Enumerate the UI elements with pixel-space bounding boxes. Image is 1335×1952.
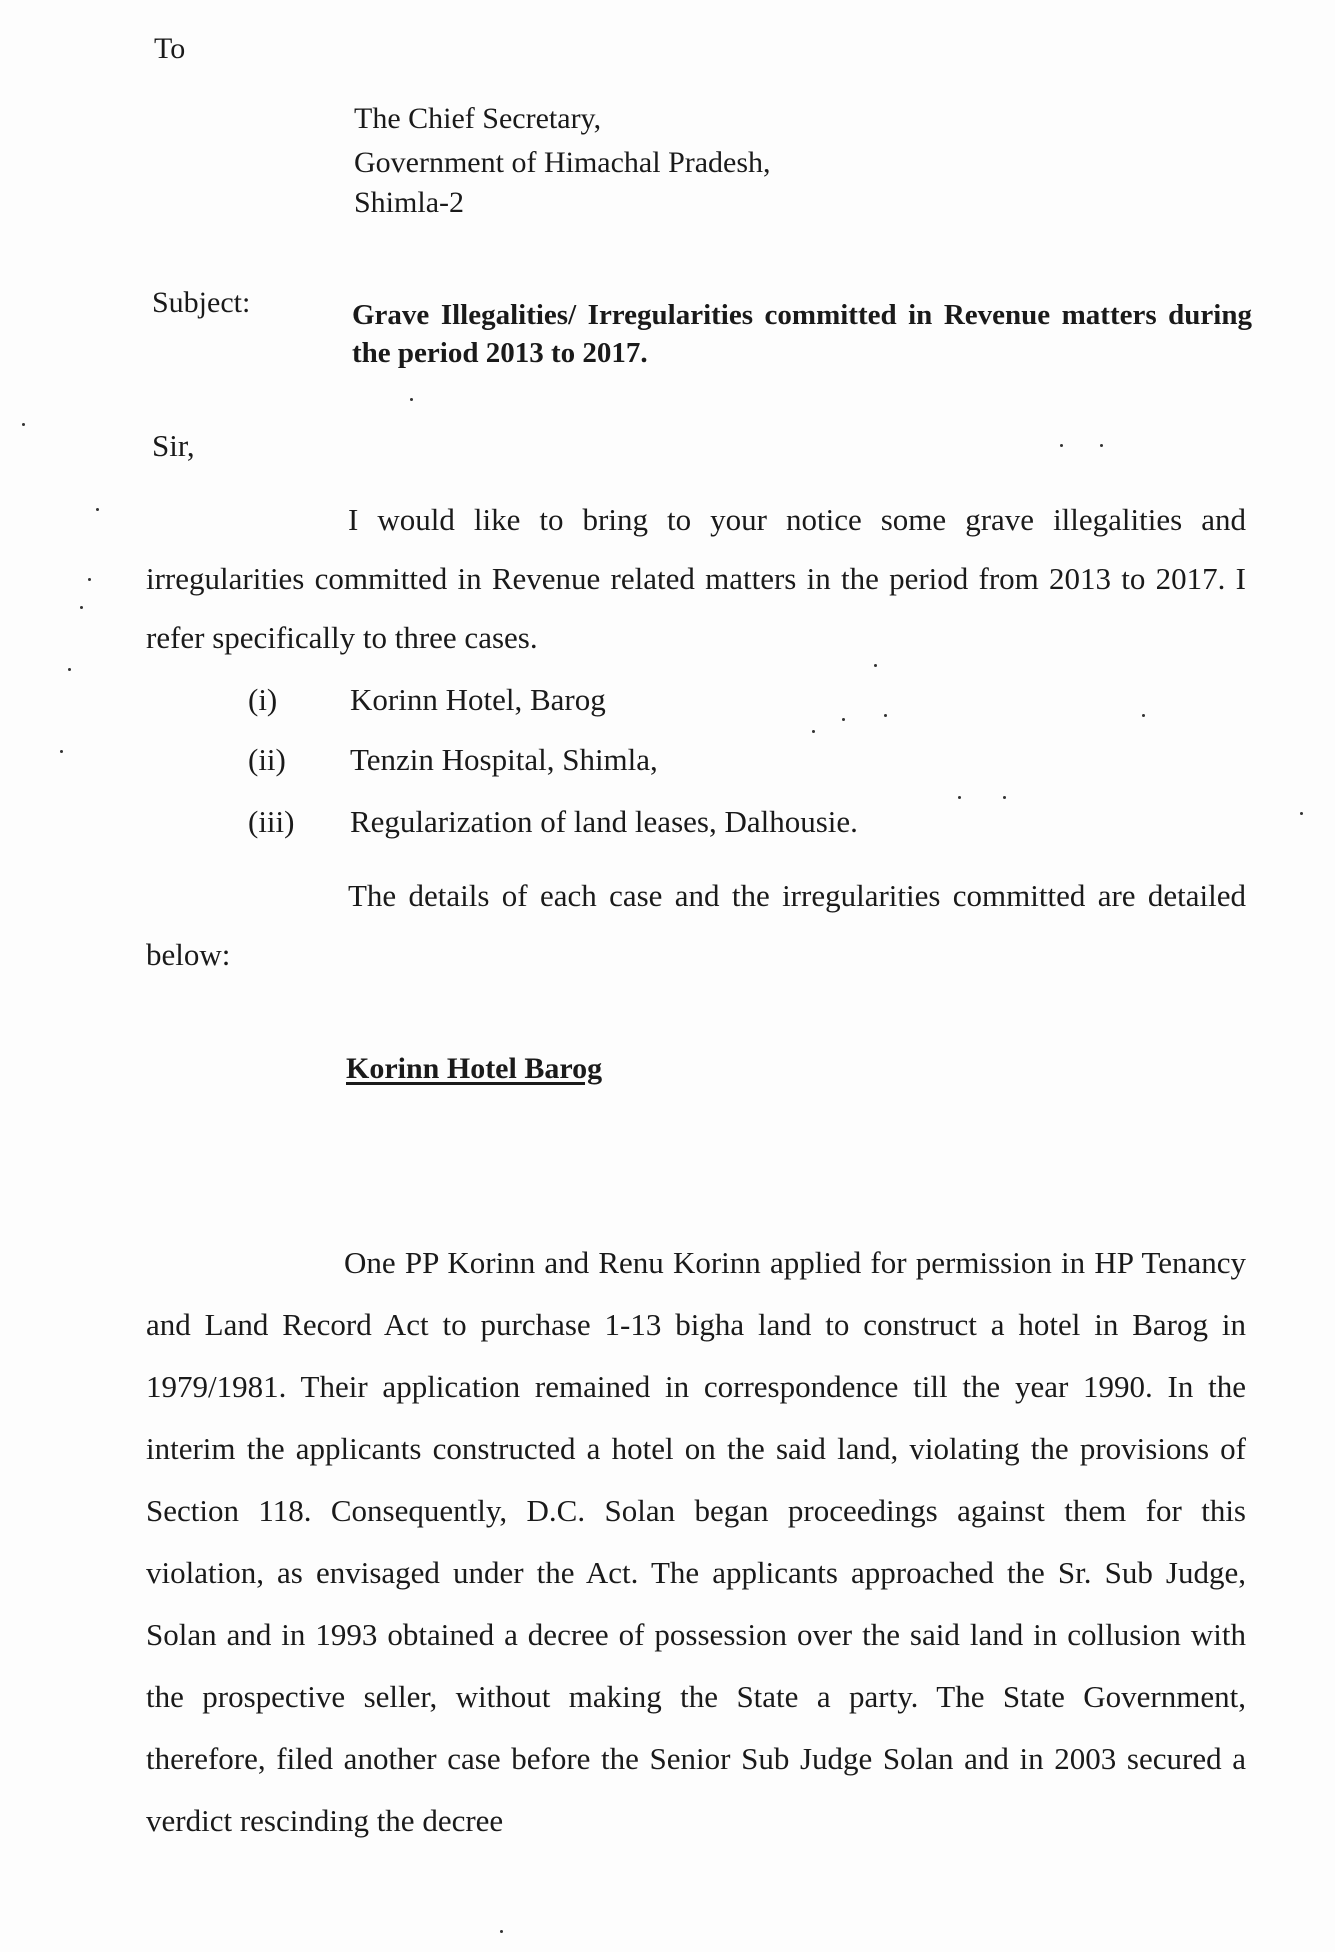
scan-speck xyxy=(22,423,25,426)
scan-speck xyxy=(1060,444,1063,447)
case-number: (iii) xyxy=(248,804,295,839)
greeting: Sir, xyxy=(152,428,195,463)
recipient-line-1: The Chief Secretary, xyxy=(354,102,602,135)
scan-speck xyxy=(1100,444,1103,447)
body-paragraph: One PP Korinn and Renu Korinn applied for permission in HP Tenancy and Land Record Act to purchase 1-13 bigha land to construct a hotel in Barog in 1979/1981. Their application remained in correspondence till the year 1990. In the interim the applicants constructed a hotel on the said land, violating the provisions of Section 118. Consequently, D.C. Solan began proceedings against them for this violation, as envisaged under the Act. The applicants approached the Sr. Sub Judge, Solan and in 1993 obtained a decree of possession over the said land in collusion with the prospective seller, without making the State a party. The State Government, therefore, filed another case before the Senior Sub Judge Solan and in 2003 secured a verdict rescinding the decree xyxy=(146,1245,1246,1838)
subject-label: Subject: xyxy=(152,286,251,319)
scan-speck xyxy=(96,508,99,511)
scan-speck xyxy=(884,714,887,717)
case-text: Tenzin Hospital, Shimla, xyxy=(350,742,658,777)
scan-speck xyxy=(410,398,413,401)
recipient-line-3: Shimla-2 xyxy=(354,186,464,219)
case-text: Korinn Hotel, Barog xyxy=(350,682,606,717)
intro-paragraph: I would like to bring to your notice some grave illegalities and irregularities committed in Revenue related matters in the period from 2013 to 2017. I refer specifically to three cases. xyxy=(146,502,1246,655)
scan-speck xyxy=(60,750,63,753)
scan-speck xyxy=(842,718,845,721)
scan-speck xyxy=(88,578,91,581)
case-number: (ii) xyxy=(248,742,286,777)
recipient-line-2: Government of Himachal Pradesh, xyxy=(354,146,771,179)
section-heading: Korinn Hotel Barog xyxy=(346,1052,603,1085)
scan-speck xyxy=(1300,812,1303,815)
to-label: To xyxy=(154,32,186,65)
scan-speck xyxy=(812,730,815,733)
scan-speck xyxy=(68,668,71,671)
scan-speck xyxy=(500,1930,503,1933)
details-paragraph: The details of each case and the irregularities committed are detailed below: xyxy=(146,878,1246,972)
scan-speck xyxy=(874,664,877,667)
scan-speck xyxy=(1142,714,1145,717)
scan-speck xyxy=(1003,796,1006,799)
case-text: Regularization of land leases, Dalhousie. xyxy=(350,804,858,839)
scan-speck xyxy=(958,796,961,799)
scan-speck xyxy=(80,606,83,609)
case-number: (i) xyxy=(248,682,278,717)
subject-text: Grave Illegalities/ Irregularities committed in Revenue matters during the period 2013 to 2017. xyxy=(352,299,1252,369)
